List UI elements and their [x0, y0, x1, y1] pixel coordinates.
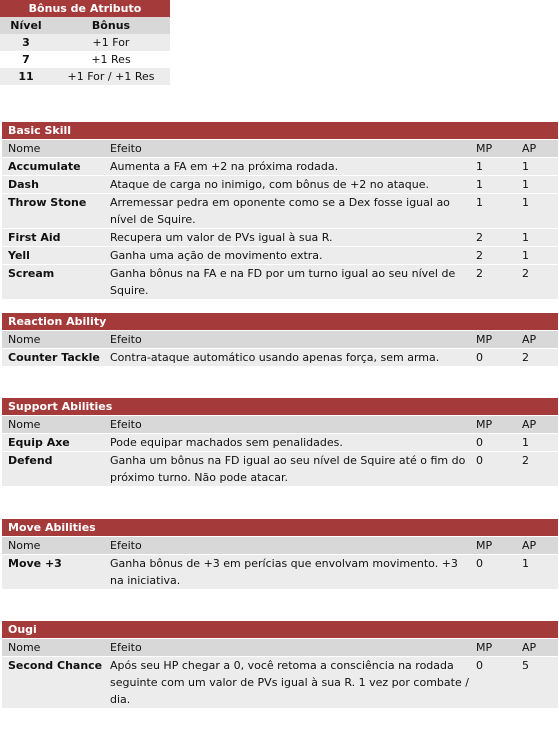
- skill-ap: 1: [516, 247, 558, 265]
- skill-ap: 5: [516, 657, 558, 709]
- bonus-value: +1 For / +1 Res: [52, 68, 170, 85]
- bonus-value: +1 Res: [52, 51, 170, 68]
- header-mp: MP: [470, 331, 516, 349]
- table-row: [2, 194, 558, 229]
- skill-name: Yell: [2, 247, 104, 265]
- skill-effect: Contra-ataque automático usando apenas força, sem arma.: [104, 349, 470, 367]
- skill-name: Dash: [2, 176, 104, 194]
- bonus-table-title: Bônus de Atributo: [0, 0, 170, 17]
- skill-mp: 0: [470, 434, 516, 452]
- header-ap: AP: [516, 416, 558, 434]
- header-name: Nome: [2, 416, 104, 434]
- bonus-value: +1 For: [52, 34, 170, 51]
- skill-effect: Pode equipar machados sem penalidades.: [104, 434, 470, 452]
- basic-skill-table: [2, 122, 558, 300]
- skill-effect: Ganha bônus na FA e na FD por um turno igual ao seu nível de Squire.: [104, 265, 470, 300]
- support-abilities-table: [2, 398, 558, 487]
- header-mp: MP: [470, 140, 516, 158]
- table-row: [2, 349, 558, 367]
- header-name: Nome: [2, 537, 104, 555]
- bonus-level: 3: [0, 34, 52, 51]
- reaction-ability-table: [2, 313, 558, 367]
- table-row: [2, 176, 558, 194]
- header-name: Nome: [2, 639, 104, 657]
- skill-mp: 2: [470, 229, 516, 247]
- skill-ap: 2: [516, 265, 558, 300]
- header-effect: Efeito: [104, 639, 470, 657]
- header-ap: AP: [516, 537, 558, 555]
- header-name: Nome: [2, 331, 104, 349]
- skill-effect: Após seu HP chegar a 0, você retoma a consciência na rodada seguinte com um valor de PVs igual à sua R. 1 vez por combate / dia.: [104, 657, 470, 709]
- header-ap: AP: [516, 140, 558, 158]
- skill-effect: Ganha uma ação de movimento extra.: [104, 247, 470, 265]
- section-title: Support Abilities: [2, 398, 558, 416]
- skill-ap: 2: [516, 349, 558, 367]
- table-row: [2, 452, 558, 487]
- header-mp: MP: [470, 537, 516, 555]
- skill-ap: 1: [516, 229, 558, 247]
- skill-name: Throw Stone: [2, 194, 104, 229]
- skill-ap: 1: [516, 176, 558, 194]
- table-row: [0, 34, 170, 51]
- skill-mp: 1: [470, 194, 516, 229]
- header-name: Nome: [2, 140, 104, 158]
- move-abilities-table: [2, 519, 558, 590]
- skill-name: Defend: [2, 452, 104, 487]
- skill-name: Move +3: [2, 555, 104, 590]
- skill-effect: Recupera um valor de PVs igual à sua R.: [104, 229, 470, 247]
- skill-mp: 0: [470, 657, 516, 709]
- bonus-header-bonus: Bônus: [52, 17, 170, 34]
- header-mp: MP: [470, 639, 516, 657]
- skill-name: Scream: [2, 265, 104, 300]
- bonus-table: [0, 0, 170, 85]
- skill-effect: Aumenta a FA em +2 na próxima rodada.: [104, 158, 470, 176]
- header-effect: Efeito: [104, 537, 470, 555]
- skill-mp: 2: [470, 247, 516, 265]
- skill-effect: Ganha bônus de +3 em perícias que envolvam movimento. +3 na iniciativa.: [104, 555, 470, 590]
- header-ap: AP: [516, 639, 558, 657]
- skill-mp: 0: [470, 555, 516, 590]
- table-row: [2, 657, 558, 709]
- skill-ap: 2: [516, 452, 558, 487]
- table-row: [2, 158, 558, 176]
- header-mp: MP: [470, 416, 516, 434]
- bonus-header-level: Nível: [0, 17, 52, 34]
- skill-mp: 0: [470, 452, 516, 487]
- header-effect: Efeito: [104, 416, 470, 434]
- table-row: [0, 68, 170, 85]
- skill-effect: Arremessar pedra em oponente como se a Dex fosse igual ao nível de Squire.: [104, 194, 470, 229]
- section-title: Move Abilities: [2, 519, 558, 537]
- bonus-level: 7: [0, 51, 52, 68]
- section-title: Reaction Ability: [2, 313, 558, 331]
- header-ap: AP: [516, 331, 558, 349]
- skill-name: Equip Axe: [2, 434, 104, 452]
- skill-ap: 1: [516, 194, 558, 229]
- skill-mp: 1: [470, 158, 516, 176]
- section-title: Basic Skill: [2, 122, 558, 140]
- table-row: [2, 555, 558, 590]
- table-row: [0, 51, 170, 68]
- header-effect: Efeito: [104, 331, 470, 349]
- skill-name: Counter Tackle: [2, 349, 104, 367]
- table-row: [2, 229, 558, 247]
- table-row: [2, 247, 558, 265]
- table-row: [2, 434, 558, 452]
- bonus-level: 11: [0, 68, 52, 85]
- skill-mp: 2: [470, 265, 516, 300]
- skill-ap: 1: [516, 555, 558, 590]
- skill-name: Accumulate: [2, 158, 104, 176]
- section-title: Ougi: [2, 621, 558, 639]
- table-row: [2, 265, 558, 300]
- skill-name: First Aid: [2, 229, 104, 247]
- skill-mp: 0: [470, 349, 516, 367]
- skill-name: Second Chance: [2, 657, 104, 709]
- skill-ap: 1: [516, 158, 558, 176]
- header-effect: Efeito: [104, 140, 470, 158]
- skill-ap: 1: [516, 434, 558, 452]
- skill-mp: 1: [470, 176, 516, 194]
- skill-effect: Ataque de carga no inimigo, com bônus de +2 no ataque.: [104, 176, 470, 194]
- skill-effect: Ganha um bônus na FD igual ao seu nível de Squire até o fim do próximo turno. Não pode atacar.: [104, 452, 470, 487]
- ougi-table: [2, 621, 558, 709]
